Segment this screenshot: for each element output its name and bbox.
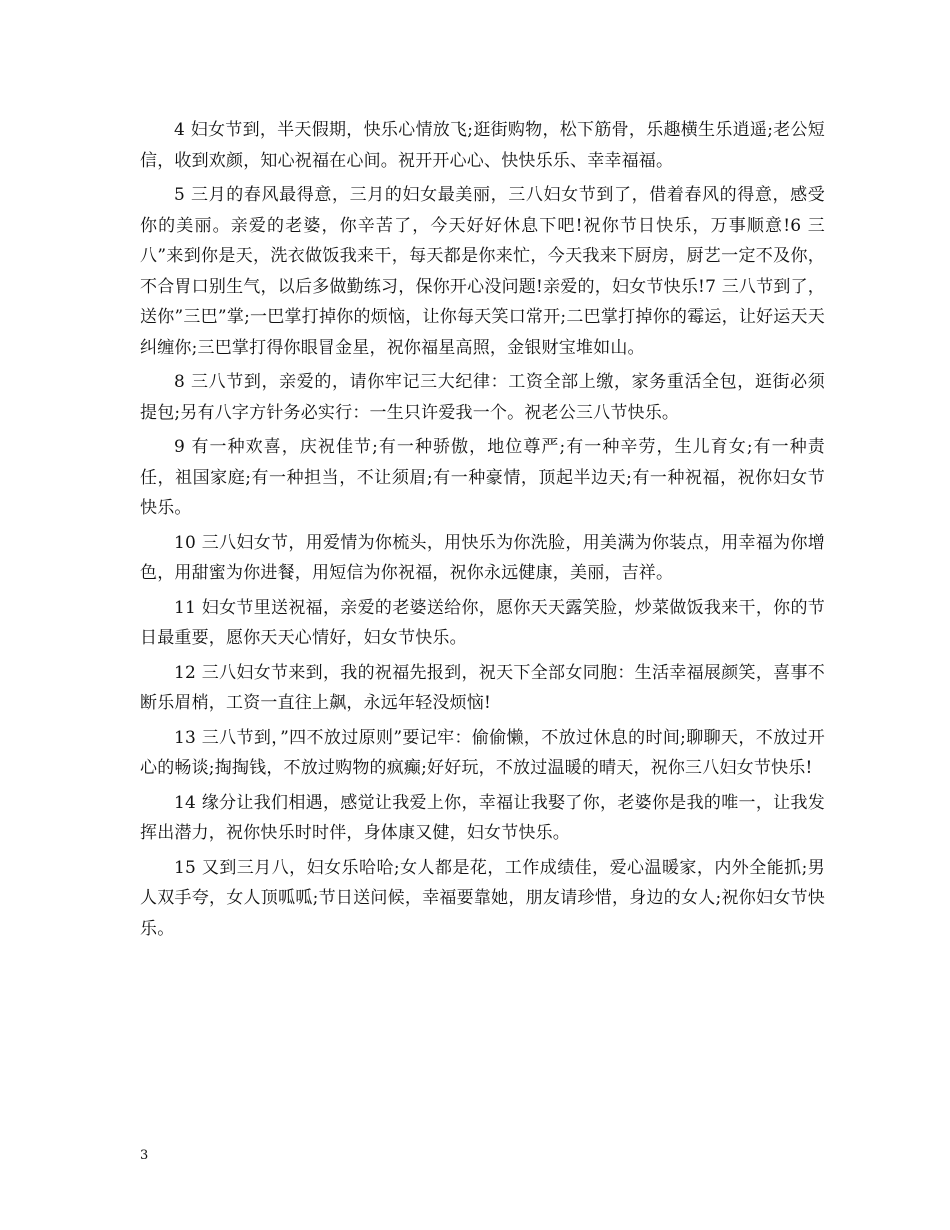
paragraph-5-7: 5 三月的春风最得意，三月的妇女最美丽，三八妇女节到了，借着春风的得意，感受你的美丽。亲爱的老婆，你辛苦了，今天好好休息下吧!祝你节日快乐，万事顺意!6 三八”来到你是天，洗衣做饭我来干，每天都是你来忙，今天我来下厨房，厨艺一定不及你，不合胃口别生气，以后多做勤练习，保你开心没问题!亲爱的，妇女节快乐!7 三八节到了，送你”三巴”掌;一巴掌打掉你的烦恼，让你每天笑口常开;二巴掌打掉你的霉运，让好运天天纠缠你;三巴掌打得你眼冒金星，祝你福星高照，金银财宝堆如山。 <box>140 185 825 358</box>
paragraph-10: 10 三八妇女节，用爱情为你梳头，用快乐为你洗脸，用美满为你装点，用幸福为你增色，用甜蜜为你进餐，用短信为你祝福，祝你永远健康，美丽，吉祥。 <box>140 532 825 583</box>
paragraph-4: 4 妇女节到，半天假期，快乐心情放飞;逛街购物，松下筋骨，乐趣横生乐逍遥;老公短信，收到欢颜，知心祝福在心间。祝开开心心、快快乐乐、幸幸福福。 <box>140 120 825 171</box>
paragraph-13: 13 三八节到，”四不放过原则”要记牢：偷偷懒，不放过休息的时间;聊聊天，不放过开心的畅谈;掏掏钱，不放过购物的疯癫;好好玩，不放过温暖的晴天，祝你三八妇女节快乐! <box>140 727 825 778</box>
paragraph-12: 12 三八妇女节来到，我的祝福先报到，祝天下全部女同胞：生活幸福展颜笑，喜事不断乐眉梢，工资一直往上飙，永远年轻没烦恼! <box>140 662 825 713</box>
paragraph-11: 11 妇女节里送祝福，亲爱的老婆送给你，愿你天天露笑脸，炒菜做饭我来干，你的节日最重要，愿你天天心情好，妇女节快乐。 <box>140 597 825 648</box>
document-body <box>140 115 825 948</box>
paragraph-15: 15 又到三月八，妇女乐哈哈;女人都是花，工作成绩佳，爱心温暖家，内外全能抓;男人双手夸，女人顶呱呱;节日送问候，幸福要靠她，朋友请珍惜，身边的女人;祝你妇女节快乐。 <box>140 857 825 939</box>
paragraph-14: 14 缘分让我们相遇，感觉让我爱上你，幸福让我娶了你，老婆你是我的唯一，让我发挥出潜力，祝你快乐时时伴，身体康又健，妇女节快乐。 <box>140 792 825 843</box>
paragraph-9: 9 有一种欢喜，庆祝佳节;有一种骄傲，地位尊严;有一种辛劳，生儿育女;有一种责任，祖国家庭;有一种担当，不让须眉;有一种豪情，顶起半边天;有一种祝福，祝你妇女节快乐。 <box>140 437 825 518</box>
page-number: 3 <box>140 1148 149 1163</box>
paragraph-8: 8 三八节到，亲爱的，请你牢记三大纪律：工资全部上缴，家务重活全包，逛街必须提包;另有八字方针务必实行：一生只许爱我一个。祝老公三八节快乐。 <box>140 372 825 423</box>
